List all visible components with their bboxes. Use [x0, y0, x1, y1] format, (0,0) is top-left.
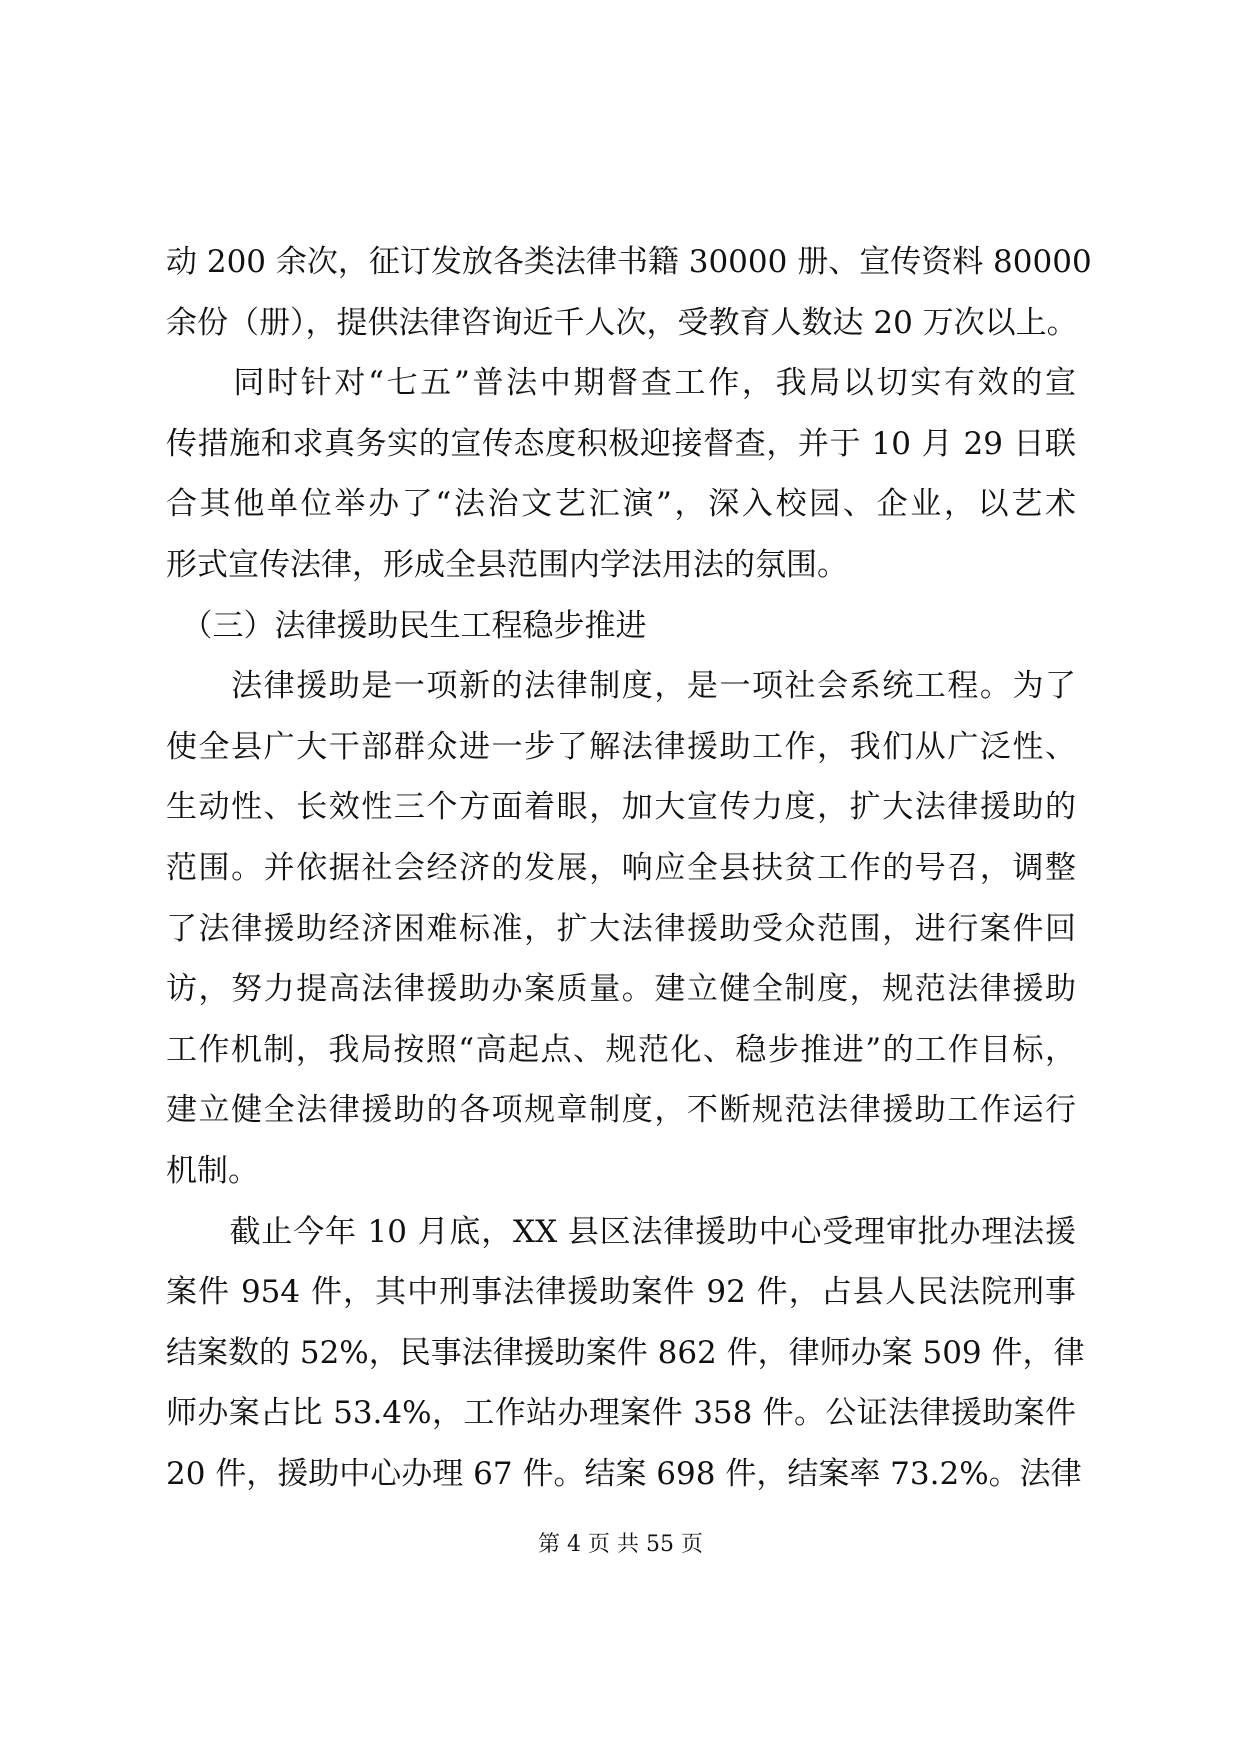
text-line: 合其他单位举办了“法治文艺汇演”，深入校园、企业，以艺术: [166, 486, 1076, 523]
text-line: 案件 954 件，其中刑事法律援助案件 92 件，占县人民法院刑事: [166, 1274, 1076, 1311]
text-line: 建立健全法律援助的各项规章制度，不断规范法律援助工作运行: [166, 1092, 1076, 1129]
text-line: 师办案占比 53.4%，工作站办理案件 358 件。公证法律援助案件: [166, 1395, 1076, 1432]
text-line: 范围。并依据社会经济的发展，响应全县扶贫工作的号召，调整: [166, 849, 1076, 886]
page-number-footer: 第 4 页 共 55 页: [538, 1532, 703, 1557]
text-line: 形式宣传法律，形成全县范围内学法用法的氛围。: [166, 546, 848, 583]
text-line: 使全县广大干部群众进一步了解法律援助工作，我们从广泛性、: [166, 728, 1076, 765]
text-line: 访，努力提高法律援助办案质量。建立健全制度，规范法律援助: [166, 971, 1076, 1008]
text-line: 结案数的 52%，民事法律援助案件 862 件，律师办案 509 件，律: [166, 1334, 1085, 1371]
text-line: 余份（册），提供法律咨询近千人次，受教育人数达 20 万次以上。: [166, 304, 1078, 341]
text-line: 生动性、长效性三个方面着眼，加大宣传力度，扩大法律援助的: [166, 789, 1076, 826]
text-line: 传措施和求真务实的宣传态度积极迎接督查，并于 10 月 29 日联: [166, 425, 1076, 462]
text-line: 20 件，援助中心办理 67 件。结案 698 件，结案率 73.2%。法律: [166, 1455, 1082, 1492]
text-line: 截止今年 10 月底，XX 县区法律援助中心受理审批办理法援: [166, 1213, 1076, 1250]
text-line: 了法律援助经济困难标准，扩大法律援助受众范围，进行案件回: [166, 910, 1076, 947]
text-line: 动 200 余次，征订发放各类法律书籍 30000 册、宣传资料 80000: [166, 244, 1092, 280]
text-line: （三）法律援助民生工程稳步推进: [166, 607, 647, 644]
document-body: [166, 232, 1092, 1504]
text-line: 同时针对“七五”普法中期督查工作，我局以切实有效的宣: [166, 365, 1076, 402]
text-line: 工作机制，我局按照“高起点、规范化、稳步推进”的工作目标，: [166, 1031, 1076, 1068]
text-line: 机制。: [166, 1152, 259, 1189]
text-line: 法律援助是一项新的法律制度，是一项社会系统工程。为了: [166, 668, 1076, 705]
